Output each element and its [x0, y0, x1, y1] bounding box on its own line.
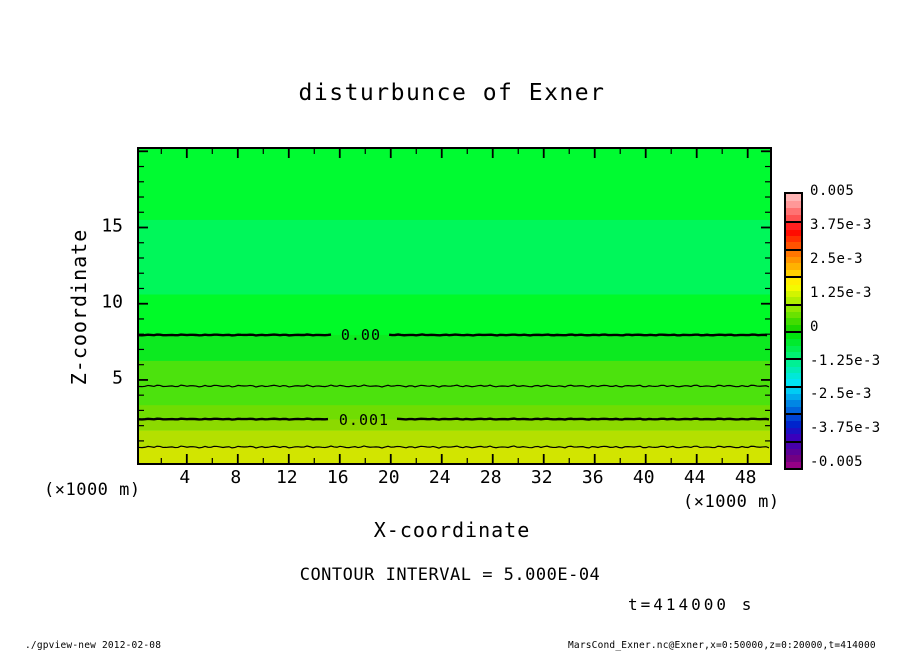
- colorbar-segment: [786, 358, 801, 385]
- tone-band: [139, 295, 770, 335]
- y-tick-label: 10: [101, 291, 123, 313]
- x-tick-label: 36: [581, 467, 604, 488]
- tone-band: [139, 220, 770, 295]
- colorbar-segment: [786, 249, 801, 276]
- contour-line: [389, 334, 767, 335]
- x-tick-label: 8: [230, 467, 242, 488]
- footer-command: ./gpview-new 2012-02-08: [25, 640, 162, 651]
- x-tick-label: 20: [377, 467, 400, 488]
- y-axis-unit: (×1000 m): [44, 480, 141, 500]
- tone-band: [139, 430, 770, 447]
- x-tick-label: 12: [275, 467, 298, 488]
- colorbar-label: -3.75e-3: [810, 420, 881, 437]
- contour-label: 0.001: [338, 410, 390, 429]
- x-tick-label: 4: [179, 467, 191, 488]
- colorbar-stripe: [786, 407, 801, 413]
- x-tick-label: 32: [530, 467, 553, 488]
- colorbar-segment: [786, 304, 801, 331]
- colorbar-segment: [786, 413, 801, 440]
- colorbar-stripe: [786, 201, 801, 208]
- tone-band: [139, 361, 770, 405]
- contour-interval-note: CONTOUR INTERVAL = 5.000E-04: [299, 565, 601, 585]
- y-tick-label: 15: [101, 215, 123, 236]
- colorbar-segment: [786, 331, 801, 358]
- colorbar: [784, 192, 803, 470]
- colorbar-stripe: [786, 434, 801, 440]
- tone-band: [139, 149, 770, 220]
- colorbar-stripe: [786, 462, 801, 468]
- tone-band: [139, 419, 770, 430]
- footer-source: MarsCond_Exner.nc@Exner,x=0:50000,z=0:20000,t=414000: [568, 640, 876, 651]
- x-tick-label: 28: [479, 467, 502, 488]
- colorbar-label: 2.5e-3: [810, 250, 863, 267]
- x-tick-label: 24: [428, 467, 451, 488]
- colorbar-stripe: [786, 242, 801, 248]
- contour-label: 0.00: [340, 326, 381, 345]
- tone-band: [139, 447, 770, 463]
- colorbar-label: 1.25e-3: [810, 284, 872, 301]
- x-axis-title: X-coordinate: [373, 518, 531, 542]
- contour-plot: [137, 147, 772, 465]
- colorbar-stripe: [786, 352, 801, 358]
- y-tick-label: 5: [112, 367, 123, 389]
- x-tick-label: 16: [326, 467, 349, 488]
- colorbar-segment: [786, 386, 801, 413]
- colorbar-label: -0.005: [810, 454, 863, 471]
- colorbar-stripe: [786, 208, 801, 215]
- x-tick-label: 44: [683, 467, 706, 488]
- contour-line: [139, 419, 328, 420]
- colorbar-label: 0: [810, 318, 819, 335]
- colorbar-stripe: [786, 215, 801, 222]
- plot-canvas: [139, 149, 770, 463]
- y-axis-title: Z-coordinate: [67, 228, 91, 386]
- colorbar-label: -2.5e-3: [810, 386, 872, 403]
- colorbar-label: 3.75e-3: [810, 216, 872, 233]
- contour-line: [397, 419, 769, 420]
- plot-title: disturbunce of Exner: [298, 80, 606, 106]
- contour-line: [139, 335, 331, 336]
- tone-band: [139, 335, 770, 361]
- colorbar-stripe: [786, 379, 801, 385]
- colorbar-stripe: [786, 297, 801, 303]
- time-note: t=414000 s: [628, 595, 755, 614]
- colorbar-segment: [786, 441, 801, 468]
- colorbar-stripe: [786, 194, 801, 201]
- x-tick-label: 48: [734, 467, 757, 488]
- colorbar-segment: [786, 221, 801, 248]
- colorbar-segment: [786, 194, 801, 221]
- colorbar-stripe: [786, 325, 801, 331]
- colorbar-label: -1.25e-3: [810, 352, 881, 369]
- x-axis-unit: (×1000 m): [683, 492, 780, 512]
- tone-band: [139, 405, 770, 419]
- colorbar-segment: [786, 276, 801, 303]
- colorbar-stripe: [786, 270, 801, 276]
- colorbar-label: 0.005: [810, 183, 855, 199]
- x-tick-label: 40: [632, 467, 655, 488]
